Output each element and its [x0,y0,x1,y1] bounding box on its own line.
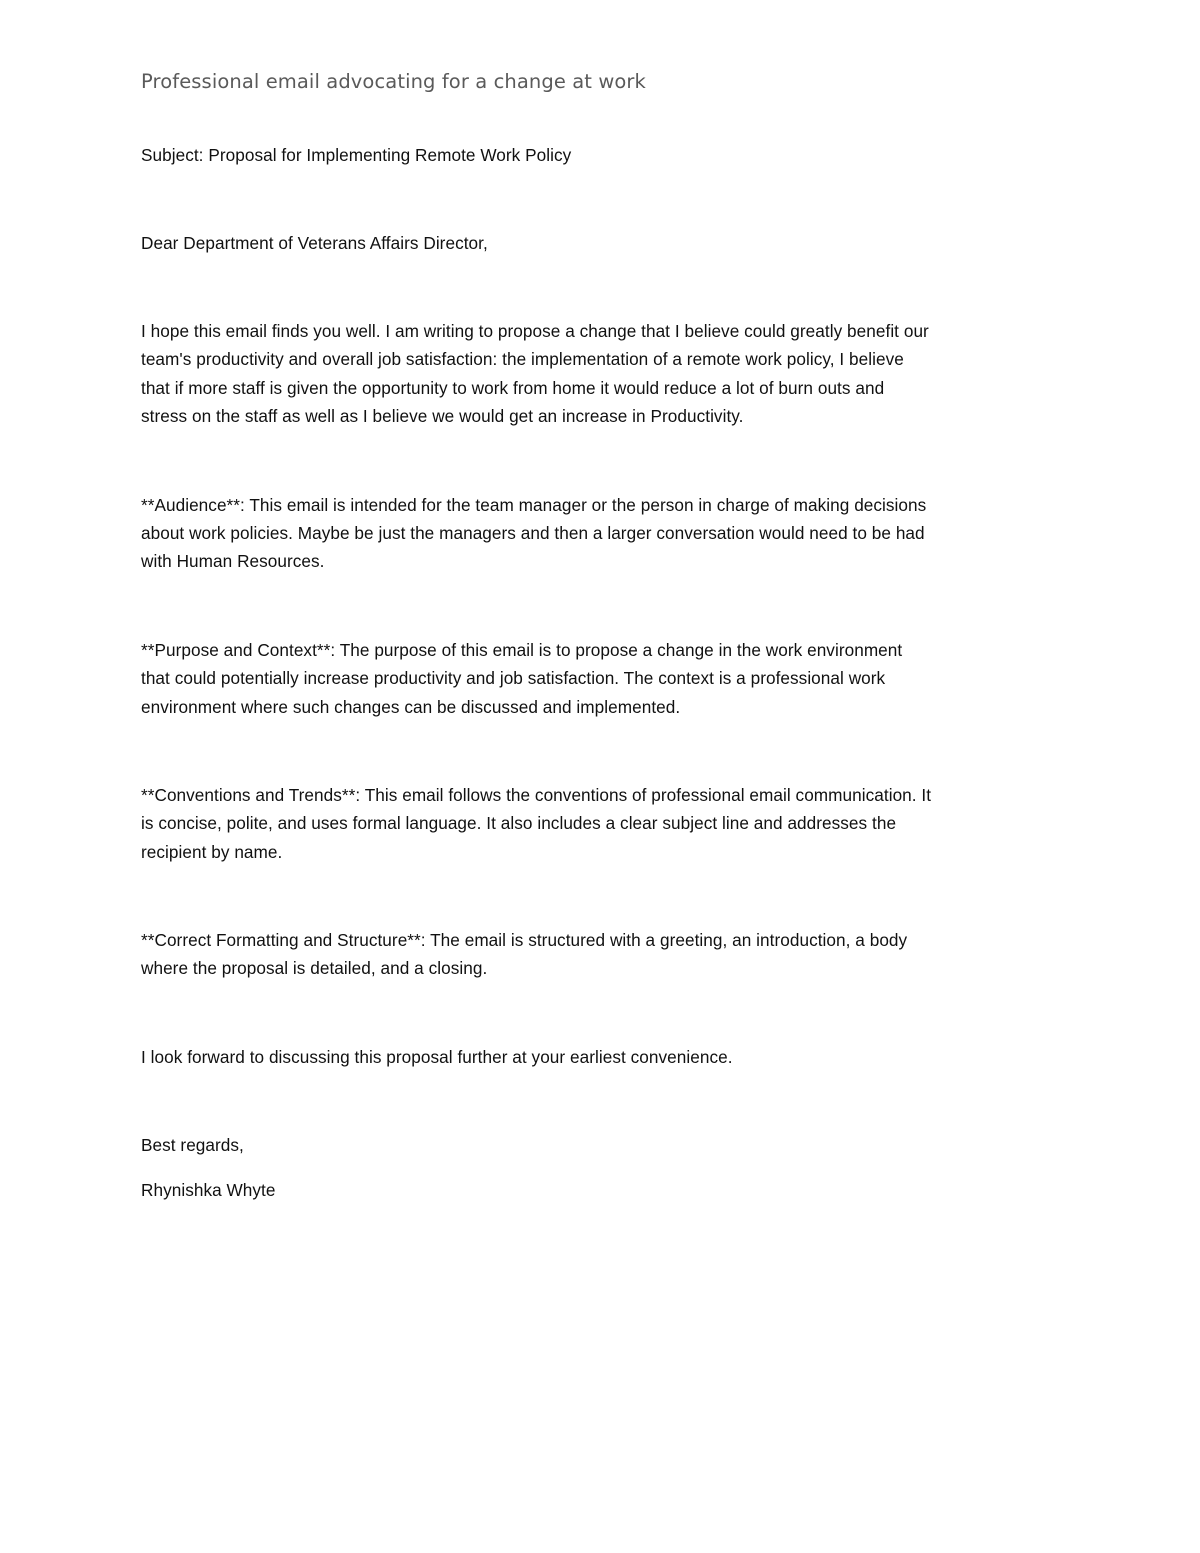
closing-line: I look forward to discussing this proposal further at your earliest convenience. [141,1047,733,1067]
paragraph-line: **Purpose and Context**: The purpose of this email is to propose a change in the work environment [141,640,903,660]
paragraph-line: stress on the staff as well as I believe we would get an increase in Productivity. [141,406,744,426]
paragraph-line: is concise, polite, and uses formal language. It also includes a clear subject line and addresses the [141,813,897,833]
paragraph-line: **Conventions and Trends**: This email follows the conventions of professional email communication. It [141,785,932,805]
greeting-line: Dear Department of Veterans Affairs Director, [141,233,488,253]
paragraph-line: **Audience**: This email is intended for the team manager or the person in charge of making decisions [141,495,927,515]
subject-line: Subject: Proposal for Implementing Remote Work Policy [141,145,572,165]
paragraph-line: recipient by name. [141,842,283,862]
paragraph-line: I hope this email finds you well. I am writing to propose a change that I believe could greatly benefit our [141,321,929,341]
paragraph-line: with Human Resources. [141,551,325,571]
paragraph-line: about work policies. Maybe be just the managers and then a larger conversation would need to be had [141,523,925,543]
signature: Rhynishka Whyte [141,1180,276,1200]
paragraph-line: where the proposal is detailed, and a closing. [141,958,488,978]
paragraph-line: that could potentially increase productivity and job satisfaction. The context is a professional work [141,668,886,688]
signoff: Best regards, [141,1135,244,1155]
paragraph-line: **Correct Formatting and Structure**: The email is structured with a greeting, an introduction, a body [141,930,908,950]
paragraph-line: environment where such changes can be discussed and implemented. [141,697,681,717]
paragraph-line: team's productivity and overall job satisfaction: the implementation of a remote work policy, I believe [141,349,904,369]
document-title: Professional email advocating for a change at work [141,70,646,93]
paragraph-line: that if more staff is given the opportunity to work from home it would reduce a lot of burn outs and [141,378,885,398]
